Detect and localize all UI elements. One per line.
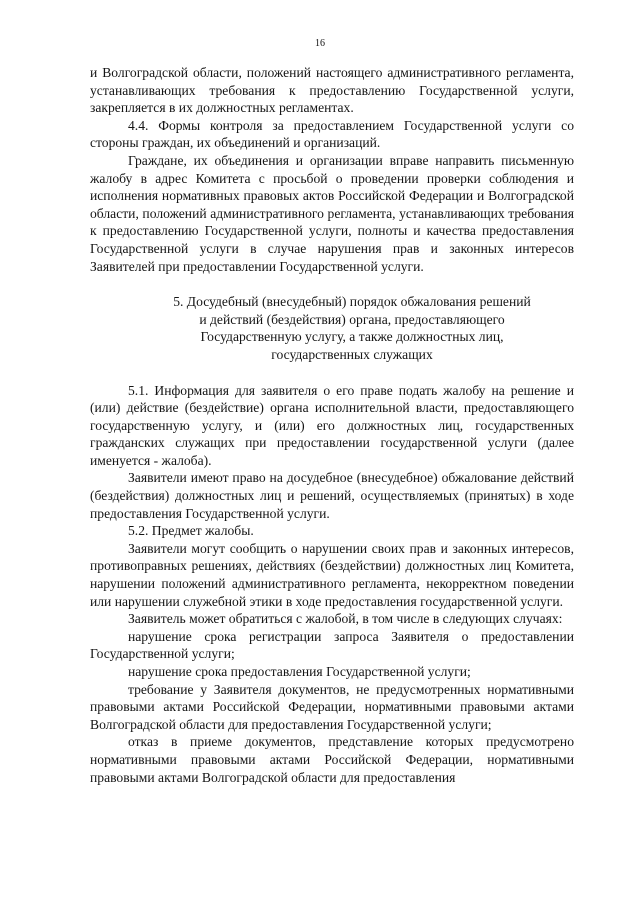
section-heading-line: государственных служащих <box>271 346 433 362</box>
paragraph: нарушение срока предоставления Государственной услуги; <box>128 664 471 679</box>
paragraph: отказ в приеме документов, представление которых предусмотрено нормативными правовыми актами Российской Федерации, нормативными правовыми актами Волгоградской области для предоставления <box>90 734 574 785</box>
paragraph: 5.2. Предмет жалобы. <box>128 523 254 539</box>
paragraph: Заявитель может обратиться с жалобой, в том числе в следующих случаях: <box>128 611 563 627</box>
section-heading-line: 5. Досудебный (внесудебный) порядок обжалования решений <box>173 294 531 310</box>
section-heading-line: Государственную услугу, а также должностных лиц, <box>200 329 504 345</box>
paragraph: и Волгоградской области, положений настоящего административного регламента, устанавливающих требования к предоставлению Государственной услуги, закрепляется в их должностных регламентах. <box>90 65 574 116</box>
paragraph: Заявители имеют право на досудебное (внесудебное) обжалование действий (бездействия) должностных лиц и решений, осуществляемых (принятых) в ходе предоставления Государственной услуги. <box>90 470 574 521</box>
paragraph: нарушение срока регистрации запроса Заявителя о предоставлении Государственной услуги; <box>90 628 574 662</box>
paragraph: 5.1. Информация для заявителя о его праве подать жалобу на решение и (или) действие (бездействие) органа исполнительной власти, предоставляющего государственную услугу, и (или) его должностных лиц, государственных гражданских служащих при предоставлении государственной услуги (далее именуется - жалоба). <box>90 382 574 468</box>
paragraph: 4.4. Формы контроля за предоставлением Государственной услуги со стороны граждан, их объединений и организаций. <box>90 117 574 151</box>
page-number: 16 <box>315 38 325 49</box>
paragraph: Заявители могут сообщить о нарушении своих прав и законных интересов, противоправных решениях, действиях (бездействии) должностных лиц Комитета, нарушении положений административного регламента, некорректном поведении или нарушении служебной этики в ходе предоставления государственной услуги. <box>90 540 574 609</box>
section-heading-line: и действий (бездействия) органа, предоставляющего <box>199 311 505 327</box>
section-heading <box>130 293 574 363</box>
paragraph: требование у Заявителя документов, не предусмотренных нормативными правовыми актами Российской Федерации, нормативными правовыми актами Волгоградской области для предоставления Государственной услуги; <box>90 681 574 732</box>
paragraph: Граждане, их объединения и организации вправе направить письменную жалобу в адрес Комитета с просьбой о проведении проверки соблюдения и исполнения нормативных правовых актов Российской Федерации и Волгоградской области, положений административного регламента, устанавливающих требования к предоставлению Государственной услуги, полноты и качества предоставления Государственной услуги в случае нарушения прав и законных интересов Заявителей при предоставлении Государственной услуги. <box>90 152 574 274</box>
document-body <box>90 64 574 786</box>
